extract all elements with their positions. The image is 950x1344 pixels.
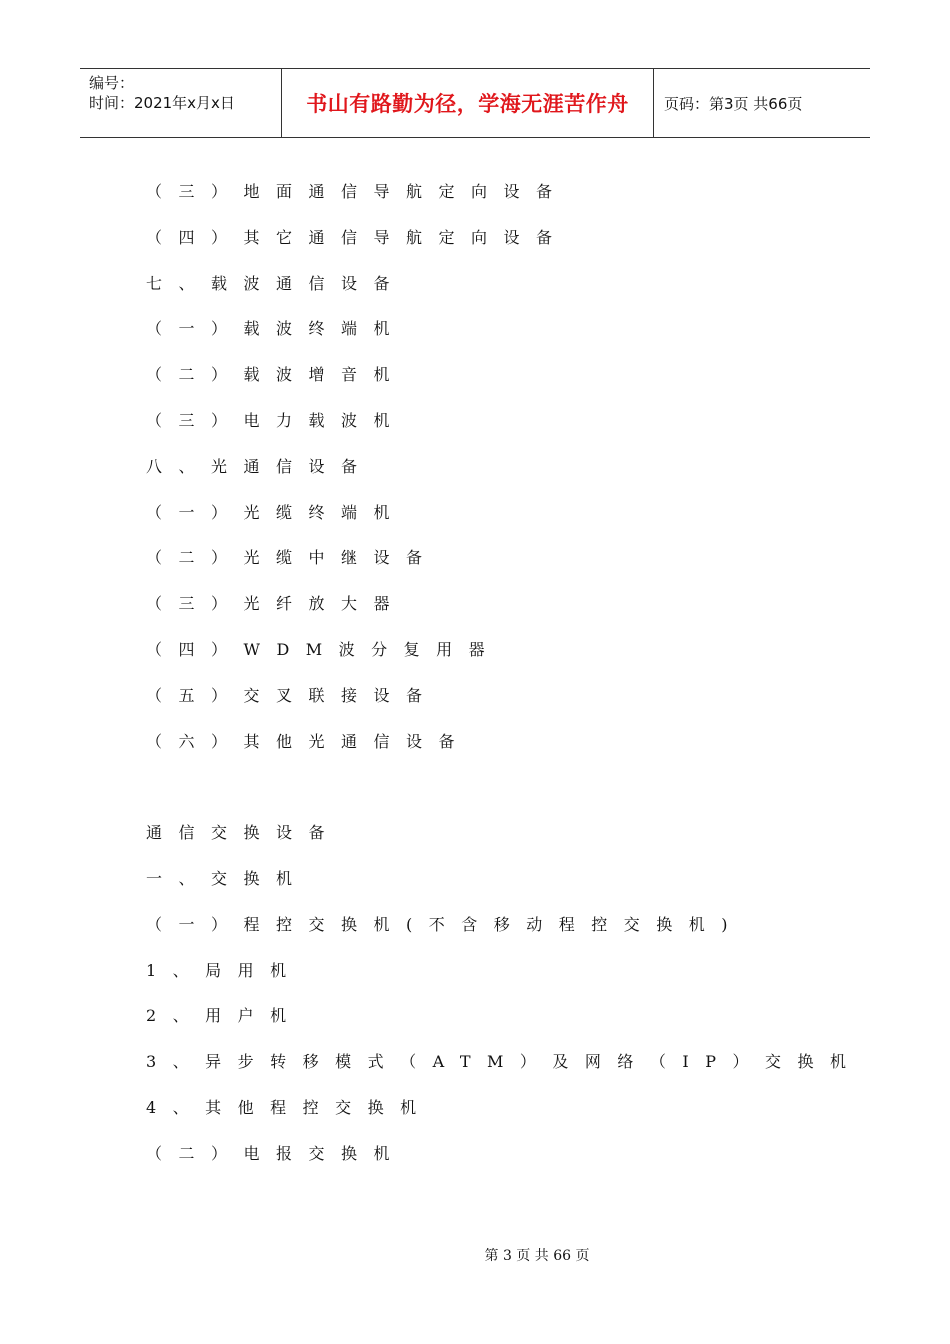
list-item: （六）其他光通信设备 xyxy=(146,731,472,751)
list-item: 七、载波通信设备 xyxy=(146,273,407,293)
page-header xyxy=(80,68,870,138)
list-item: （三）光纤放大器 xyxy=(146,594,407,614)
header-motto: 书山有路勤为径，学海无涯苦作舟 xyxy=(282,69,654,137)
header-page-info: 页码：第3页 共66页 xyxy=(664,94,803,113)
list-item: 3、异步转移模式（ATM）及网络（IP）交换机 xyxy=(146,1052,863,1072)
list-item: （一）程控交换机(不含移动程控交换机) xyxy=(146,914,744,934)
document-time-label: 时间：2021年x月x日 xyxy=(89,94,235,112)
header-meta xyxy=(80,69,282,137)
list-item: 1、局用机 xyxy=(146,960,303,980)
list-item: （一）光缆终端机 xyxy=(146,502,407,522)
list-item: 2、用户机 xyxy=(146,1006,303,1026)
list-item: （三）电力载波机 xyxy=(146,410,407,430)
section-heading: 通信交换设备 xyxy=(146,823,342,843)
list-item: （三）地面通信导航定向设备 xyxy=(146,182,569,201)
list-item: （五）交叉联接设备 xyxy=(146,685,439,705)
page-footer: 第 3 页 共 66 页 xyxy=(484,1248,590,1264)
list-item: （一）载波终端机 xyxy=(146,319,407,339)
list-item: （四）其它通信导航定向设备 xyxy=(146,227,569,247)
list-item: （二）光缆中继设备 xyxy=(146,548,439,568)
document-body xyxy=(146,178,863,1186)
list-item: （二）电报交换机 xyxy=(146,1143,407,1163)
blank-line xyxy=(146,773,863,819)
list-item: 八、光通信设备 xyxy=(146,456,374,476)
list-item: 一、交换机 xyxy=(146,868,309,888)
list-item: （四）WDM波分复用器 xyxy=(146,639,502,659)
list-item: （二）载波增音机 xyxy=(146,365,407,385)
document-number-label: 编号： xyxy=(89,74,135,92)
list-item: 4、其他程控交换机 xyxy=(146,1097,433,1117)
